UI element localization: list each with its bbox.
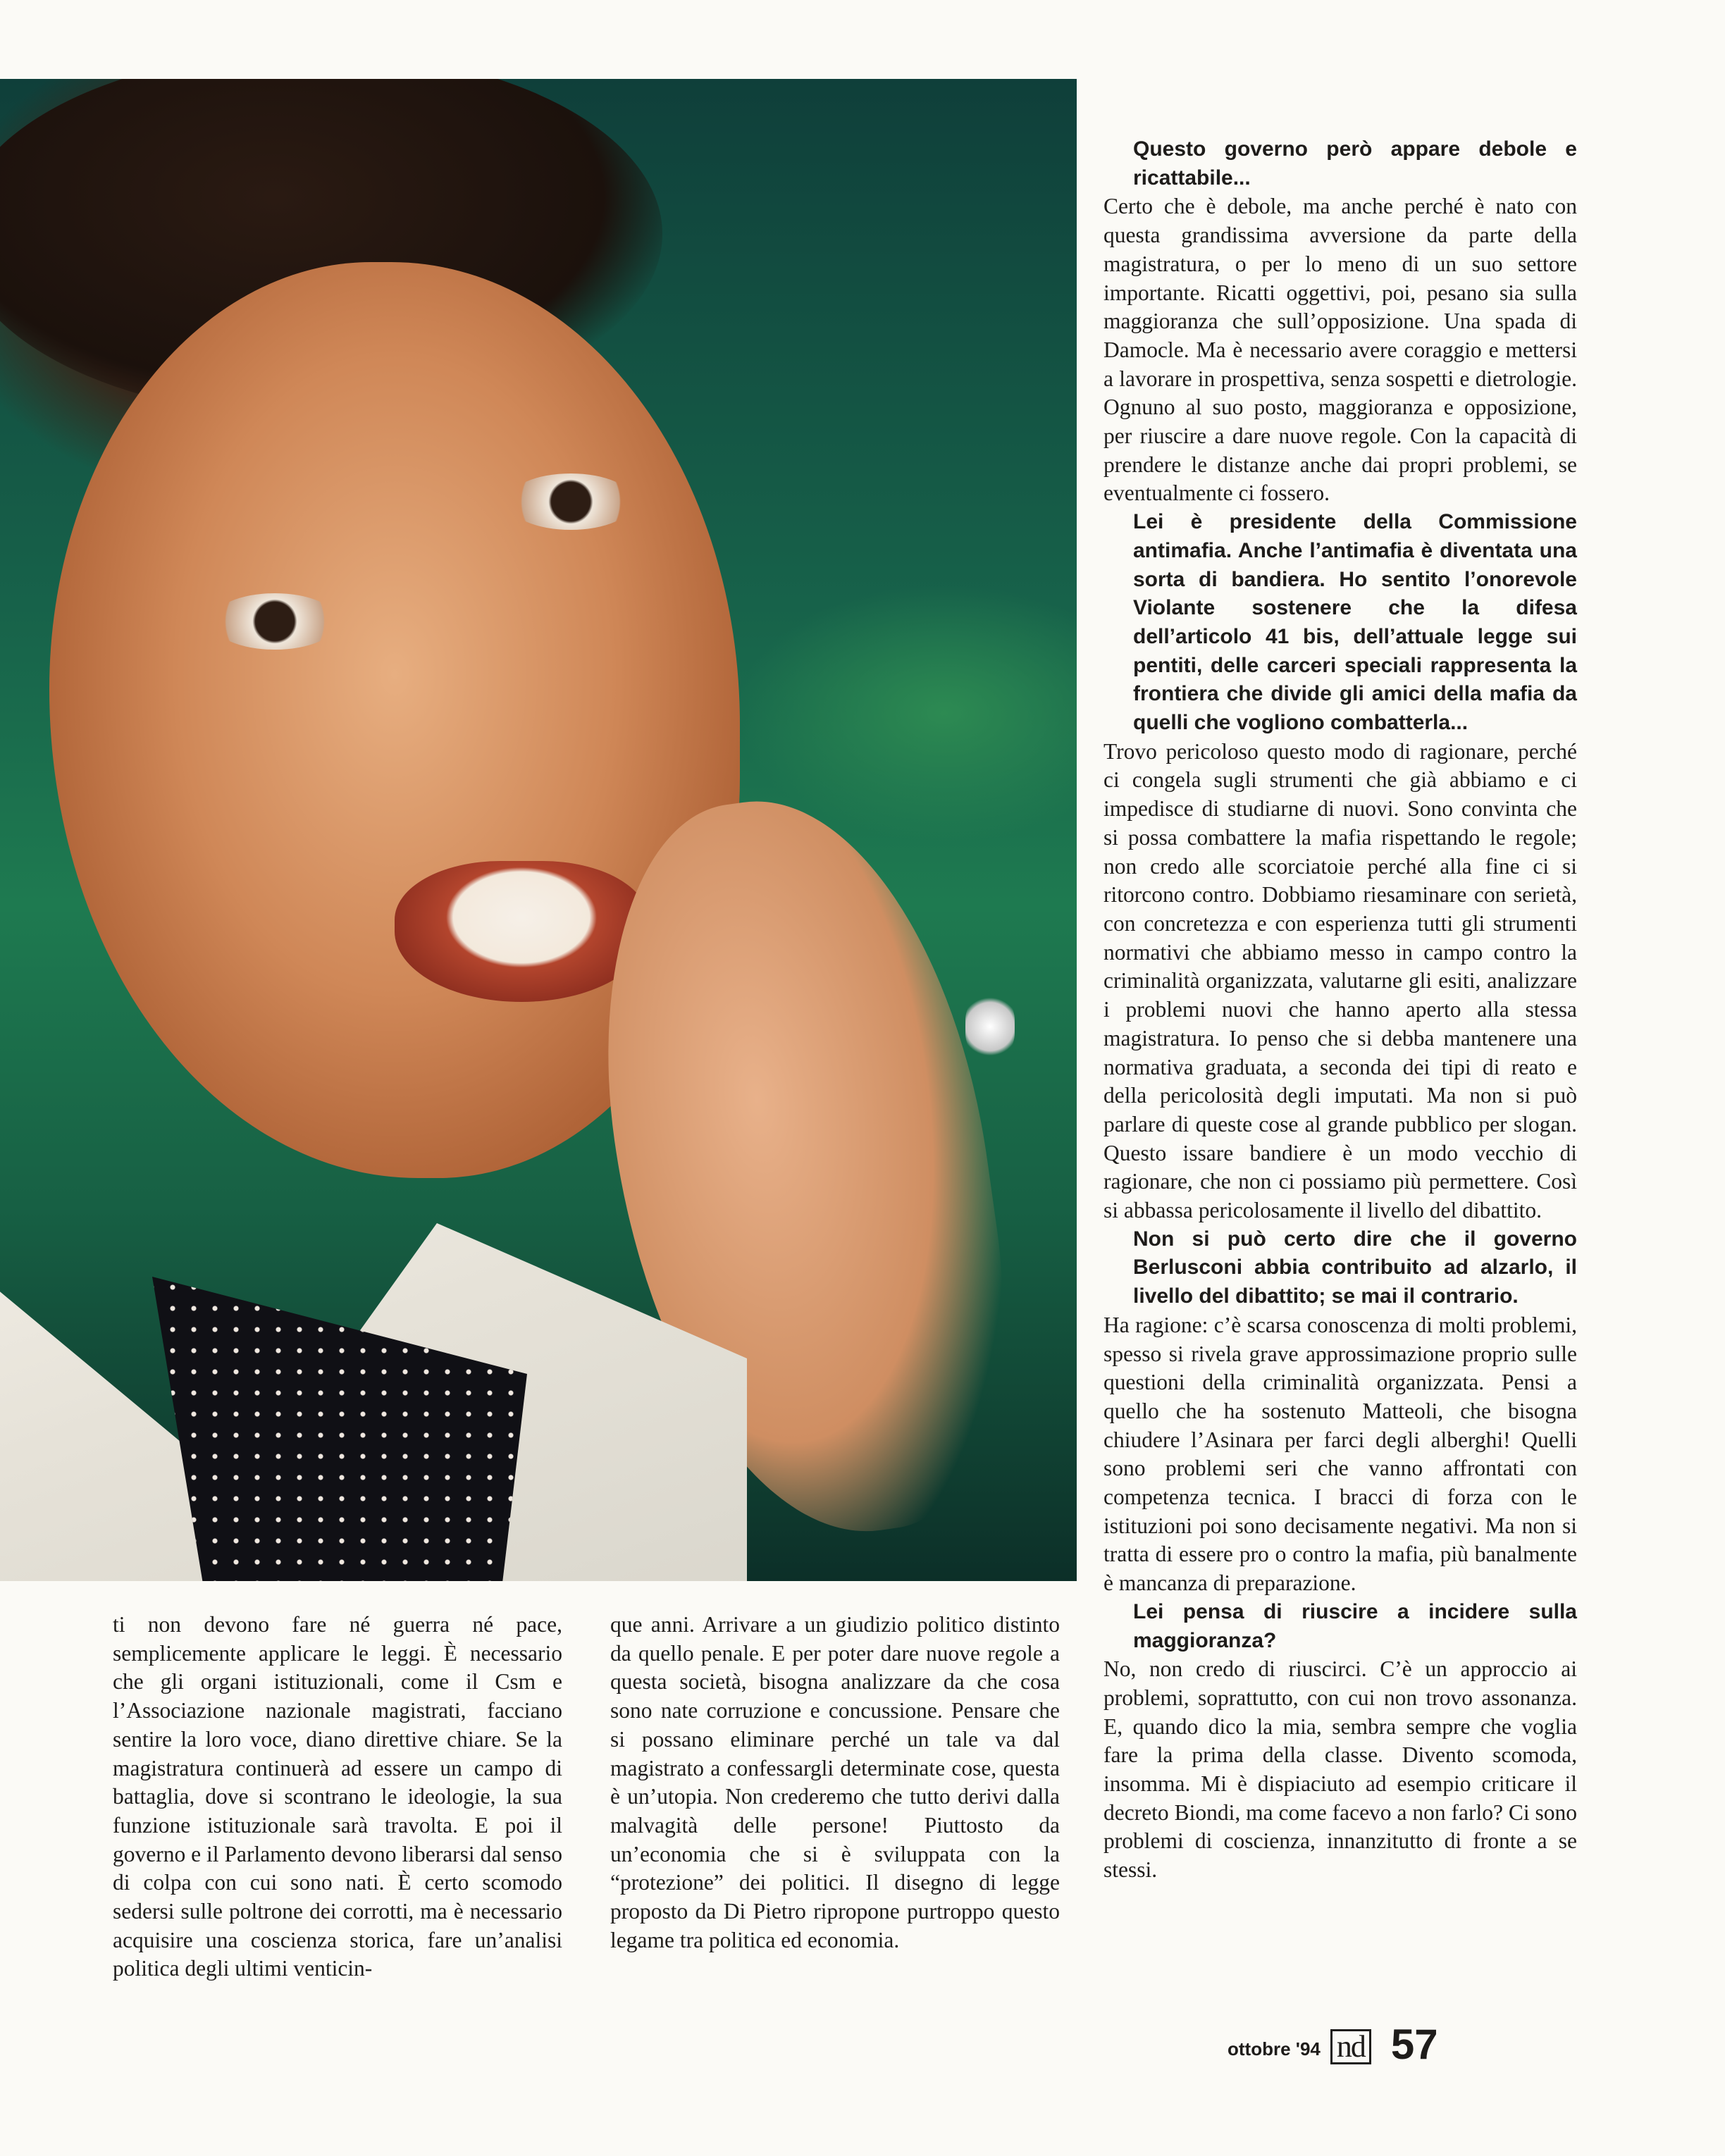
answer: Trovo pericoloso questo modo di ragionare, perché ci congela sugli strumenti che già abbiamo e ci impedisce di studiarne di nuovi. Sono convinta che si possa combattere la mafia rispettando le regole; non credo alle scorciatoie perché alla fine ci si ritorcono contro. Dobbiamo riesaminare con serietà, con concretezza e con esperienza tutti gli strumenti normativi che abbiamo messo in campo contro la criminalità organizzata, valutarne gli esiti, analizzare i problemi nuovi che hanno aperto alla stessa magistratura. Io penso che si debba mantenere una normativa graduata, a seconda dei tipi di reato e della pericolosità degli imputati. Ma non si può parlare di queste cose al grande pubblico per slogan. Questo issare bandiere è un modo vecchio di ragionare, che non ci possiamo più permettere. Così si abbassa pericolosamente il livello del dibattito.	[1103, 738, 1577, 1223]
magazine-logo: nd	[1330, 2029, 1371, 2064]
photo-eye-right	[507, 473, 634, 530]
answer: Certo che è debole, ma anche perché è nato con questa grandissima avversione da parte della magistratura, o per lo meno di un suo settore importante. Ricatti oggettivi, poi, pesano sia sulla maggioranza che sull’opposizione. Una spada di Damocle. Ma è necessario avere coraggio e mettersi a lavorare in prospettiva, senza sospetti e dietrologie. Ognuno al suo posto, maggioranza e opposizione, per riuscire a dare nuove regole. Con la capacità di prendere le distanze anche dai propri problemi, se eventualmente ci fossero.	[1103, 194, 1577, 506]
photo-smile	[395, 861, 648, 1002]
interview-column-right	[1103, 135, 1577, 1885]
page-footer	[1228, 2021, 1438, 2068]
issue-date: ottobre '94	[1228, 2038, 1321, 2059]
question: Non si può certo dire che il governo Berlusconi abbia contribuito ad alzarlo, il livello del dibattito; se mai il contrario.	[1133, 1227, 1577, 1308]
question: Questo governo però appare debole e ricattabile...	[1133, 137, 1577, 190]
photo-ring	[965, 995, 1015, 1058]
body-column-2	[610, 1611, 1060, 1954]
paragraph: que anni. Arrivare a un giudizio politico distinto da quello penale. E per poter dare nuove regole a questa società, bisogna analizzare da che cosa sono nate corruzione e concussione. Pensare che si possano eliminare perché un tale va dal magistrato a confessargli determinate cose, questa è un’utopia. Non crederemo che tutto derivi dalla malvagità delle persone! Piuttosto da un’economia che si è sviluppata con la “protezione” dei politici. Il disegno di legge proposto da Di Pietro ripropone purtroppo questo legame tra politica ed economia.	[610, 1612, 1060, 1952]
answer: Ha ragione: c’è scarsa conoscenza di molti problemi, spesso si rivela grave approssimazione proprio sulle questioni della criminalità organizzata. Pensi a quello che ha sostenuto Matteoli, che bisogna chiudere l’Asinara per farci degli alberghi! Quelli sono problemi seri che vanno affrontati con competenza tecnica. I bracci di forza con le istituzioni poi sono decisamente negativi. Ma non si tratta di essere pro o contro la mafia, più banalmente è mancanza di preparazione.	[1103, 1312, 1577, 1596]
photo-eye-left	[211, 593, 338, 650]
question: Lei è presidente della Commissione antimafia. Anche l’antimafia è diventata una sorta di bandiera. Ho sentito l’onorevole Violante sostenere che la difesa dell’articolo 41 bis, dell’attuale legge sui pentiti, delle carceri speciali rappresenta la frontiera che divide gli amici della mafia da quelli che vogliono combatterla...	[1133, 510, 1577, 735]
page-number: 57	[1390, 2021, 1438, 2068]
question: Lei pensa di riuscire a incidere sulla maggioranza?	[1133, 1599, 1577, 1652]
answer: No, non credo di riuscirci. C’è un approccio ai problemi, soprattutto, con cui non trovo assonanza. E, quando dico la mia, sembra sempre che voglia fare la prima della classe. Divento scomoda, insomma. Mi è dispiaciuto ad esempio criticare il decreto Biondi, ma come facevo a non farlo? Ci sono problemi di coscienza, innanzitutto di fronte a se stessi.	[1103, 1656, 1577, 1883]
paragraph: ti non devono fare né guerra né pace, semplicemente applicare le leggi. È necessario che gli organi istituzionali, come il Csm e l’Associazione nazionale magistrati, facciano sentire la loro voce, diano direttive chiare. Se la magistratura continuerà ad essere un campo di battaglia, dove si scontrano le ideologie, la sua funzione istituzionale sarà travolta. E poi il governo e il Parlamento devono liberarsi dal senso di colpa con cui sono nati. È certo scomodo sedersi sulle poltrone dei corrotti, ma è necessario acquisire una coscienza storica, fare un’analisi politica degli ultimi venticin-	[113, 1612, 562, 1981]
portrait-photo	[0, 79, 1077, 1581]
body-column-1	[113, 1611, 562, 1983]
